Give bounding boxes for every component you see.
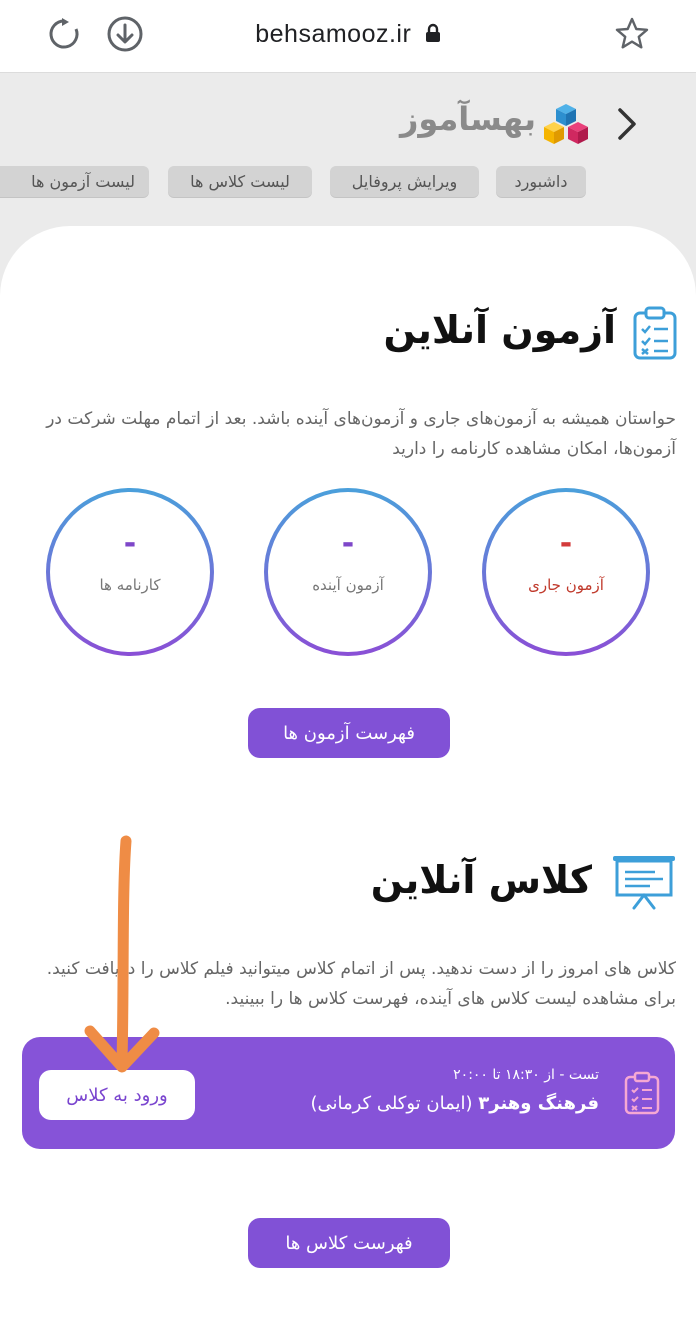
class-course-name: فرهنگ وهنر۳ (478, 1093, 599, 1114)
report-card-label: کارنامه ها (99, 576, 161, 594)
class-list-button[interactable]: فهرست کلاس ها (248, 1218, 450, 1268)
class-section-title: کلاس آنلاین (370, 858, 592, 902)
tab-edit-profile[interactable]: ویرایش پروفایل (330, 166, 479, 197)
main-card (0, 226, 696, 1326)
browser-toolbar (0, 0, 696, 73)
site-logo-text[interactable]: بهسآموز (399, 100, 536, 138)
current-exam-count: - (559, 526, 573, 561)
chevron-right-icon[interactable] (612, 104, 642, 148)
address-bar[interactable] (0, 20, 696, 50)
class-time: تست - از ۱۸:۳۰ تا ۲۰:۰۰ (453, 1067, 599, 1083)
enter-class-button[interactable]: ورود به کلاس (39, 1070, 195, 1120)
class-item-icon (624, 1071, 660, 1119)
url-text: behsamooz.ir (255, 20, 412, 48)
report-card-count: - (123, 526, 137, 561)
exam-section-title: آزمون آنلاین (383, 308, 616, 352)
class-description: کلاس های امروز را از دست ندهید. پس از اتمام کلاس میتوانید فیلم کلاس را دریافت کنید. برای مشاهده لیست کلاس های آینده، فهرست کلاس ها را ببینید. (46, 959, 676, 1009)
upcoming-exam-stat[interactable] (264, 488, 432, 656)
current-exam-label: آزمون جاری (528, 576, 604, 594)
upcoming-exam-label: آزمون آینده (312, 576, 384, 594)
report-card-stat[interactable] (46, 488, 214, 656)
class-title (310, 1093, 599, 1114)
logo-icon (542, 102, 590, 152)
exam-icon (632, 305, 678, 365)
star-icon[interactable] (612, 14, 652, 54)
upcoming-exam-count: - (341, 526, 355, 561)
tab-exam-list[interactable]: لیست آزمون ها (0, 166, 149, 197)
exam-list-button[interactable]: فهرست آزمون ها (248, 708, 450, 758)
tab-dashboard[interactable]: داشبورد (496, 166, 586, 197)
class-teacher-name: (ایمان توکلی کرمانی) (310, 1093, 473, 1114)
exam-description: حواستان همیشه به آزمون‌های جاری و آزمون‌های آینده باشد. بعد از اتمام مهلت شرکت در آزمون‌ها، امکان مشاهده کارنامه را دارید (46, 409, 676, 459)
annotation-arrow-icon (80, 835, 170, 1089)
presentation-board-icon (610, 852, 678, 916)
lock-icon (425, 21, 441, 50)
current-exam-stat[interactable] (482, 488, 650, 656)
dashboard-tabs (0, 166, 696, 200)
tab-class-list[interactable]: لیست کلاس ها (168, 166, 312, 197)
